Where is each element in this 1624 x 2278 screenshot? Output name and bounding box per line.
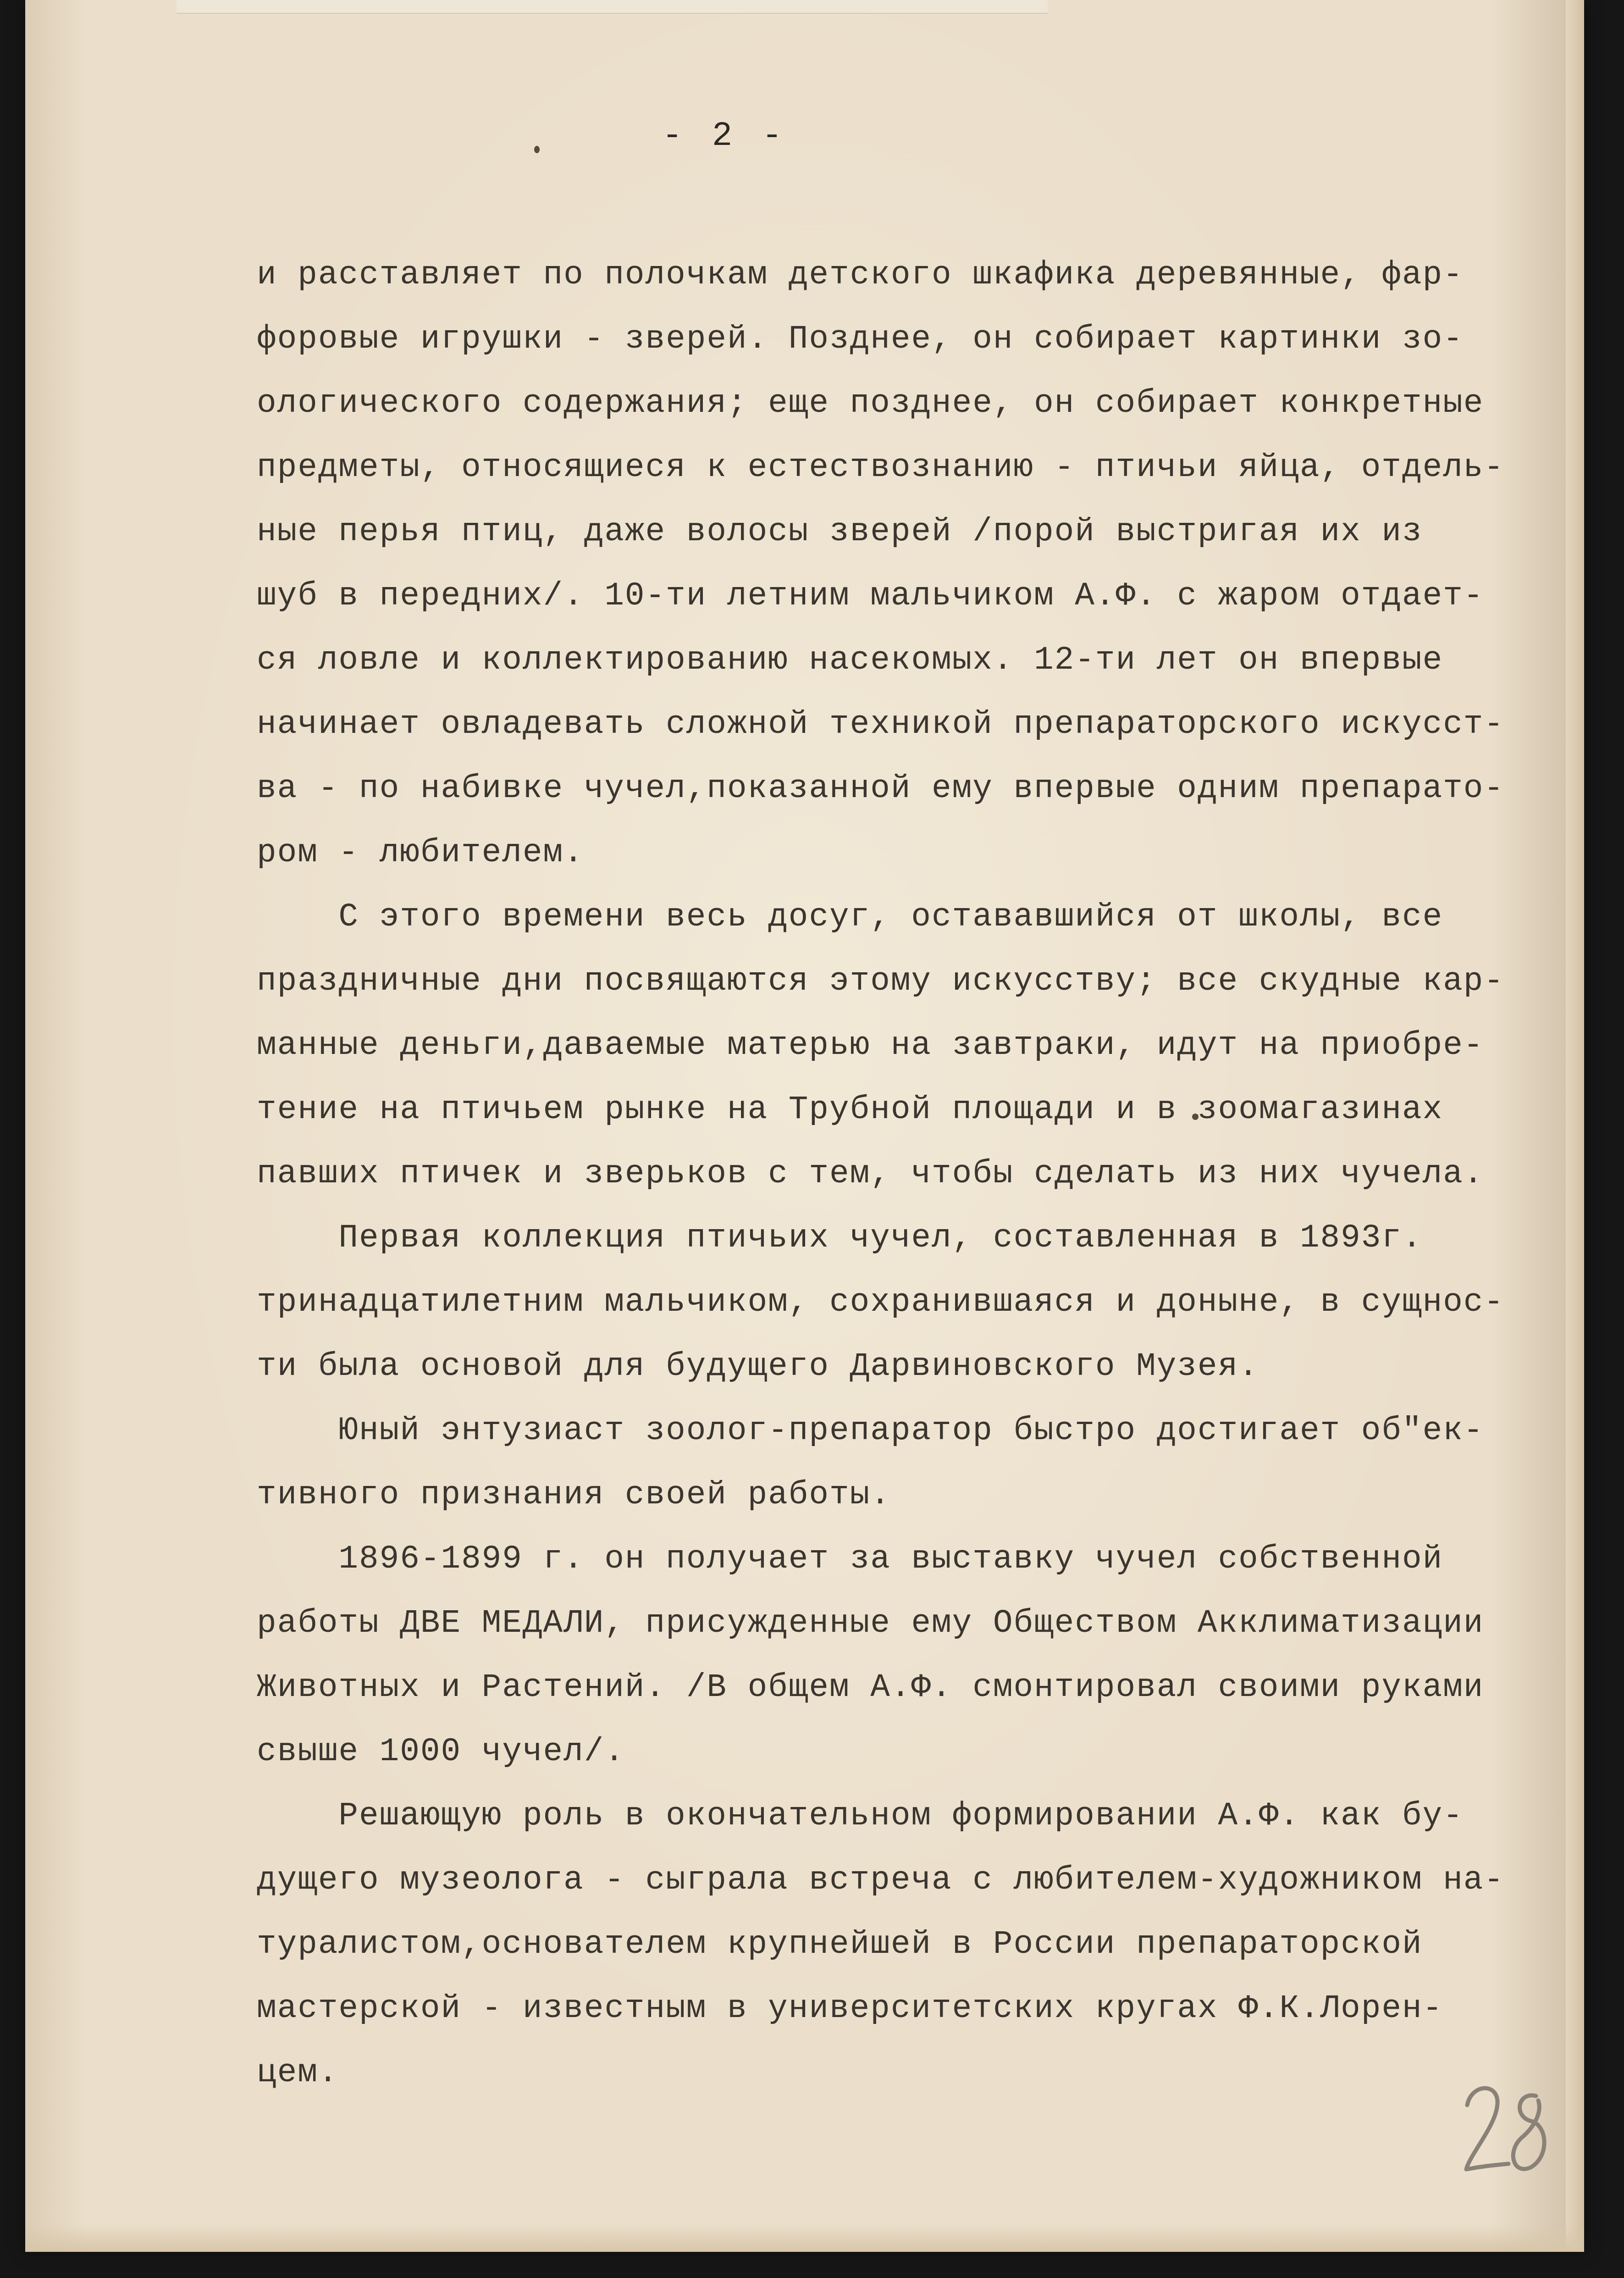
text-line: Решающую роль в окончательном формировании А.Ф. как бу- (257, 1798, 1464, 1835)
text-line: работы ДВЕ МЕДАЛИ, присужденные ему Обществом Акклиматизации (257, 1605, 1484, 1642)
text-line: и расставляет по полочкам детского шкафика деревянные, фар- (257, 257, 1464, 294)
paper-bottom-edge (25, 2224, 1584, 2252)
handwritten-folio-number (1458, 2064, 1559, 2183)
text-line: ологического содержания; еще позднее, он собирает конкретные (257, 385, 1484, 422)
text-line: ва - по набивке чучел,показанной ему впервые одним препарато- (257, 770, 1505, 807)
text-line: 1896-1899 г. он получает за выставку чучел собственной (257, 1541, 1443, 1578)
text-line: манные деньги,даваемые матерью на завтраки, идут на приобре- (257, 1027, 1484, 1064)
text-line: дущего музеолога - сыграла встреча с любителем-художником на- (257, 1862, 1505, 1899)
text-line: ные перья птиц, даже волосы зверей /порой выстригая их из (257, 514, 1423, 550)
page-number: - 2 - (662, 117, 787, 155)
text-line: праздничные дни посвящаются этому искусству; все скудные кар- (257, 963, 1505, 1000)
text-line: тринадцатилетним мальчиком, сохранившаяся и доныне, в сущнос- (257, 1284, 1505, 1321)
ink-speck (534, 146, 540, 153)
text-line: тение на птичьем рынке на Трубной площади и в зоомагазинах (257, 1092, 1443, 1128)
text-line: Животных и Растений. /В общем А.Ф. смонтировал своими руками (257, 1669, 1484, 1706)
text-line: павших птичек и зверьков с тем, чтобы сделать из них чучела. (257, 1156, 1484, 1192)
text-line: предметы, относящиеся к естествознанию - птичьи яйца, отдель- (257, 449, 1505, 486)
text-line: ром - любителем. (257, 835, 584, 871)
text-line: ся ловле и коллектированию насекомых. 12-ти лет он впервые (257, 642, 1443, 679)
text-line: шуб в передних/. 10-ти летним мальчиком А.Ф. с жаром отдает- (257, 578, 1484, 615)
top-paper-strip (177, 0, 1048, 14)
text-line: форовые игрушки - зверей. Позднее, он собирает картинки зо- (257, 321, 1464, 358)
text-line: свыше 1000 чучел/. (257, 1734, 625, 1770)
paper-right-edge (1566, 0, 1584, 2252)
typed-body-text (257, 243, 1568, 2105)
text-line: тивного признания своей работы. (257, 1477, 891, 1513)
text-line: Первая коллекция птичьих чучел, составленная в 1893г. (257, 1220, 1423, 1257)
text-line: мастерской - известным в университетских кругах Ф.К.Лорен- (257, 1990, 1443, 2027)
text-line: начинает овладевать сложной техникой препараторского искусст- (257, 706, 1505, 743)
text-line: С этого времени весь досуг, остававшийся от школы, все (257, 899, 1443, 936)
text-line: цем. (257, 2055, 339, 2091)
text-line: туралистом,основателем крупнейшей в России препараторской (257, 1926, 1423, 1963)
text-line: ти была основой для будущего Дарвиновского Музея. (257, 1348, 1259, 1385)
text-line: Юный энтузиаст зоолог-препаратор быстро достигает об"ек- (257, 1413, 1484, 1449)
